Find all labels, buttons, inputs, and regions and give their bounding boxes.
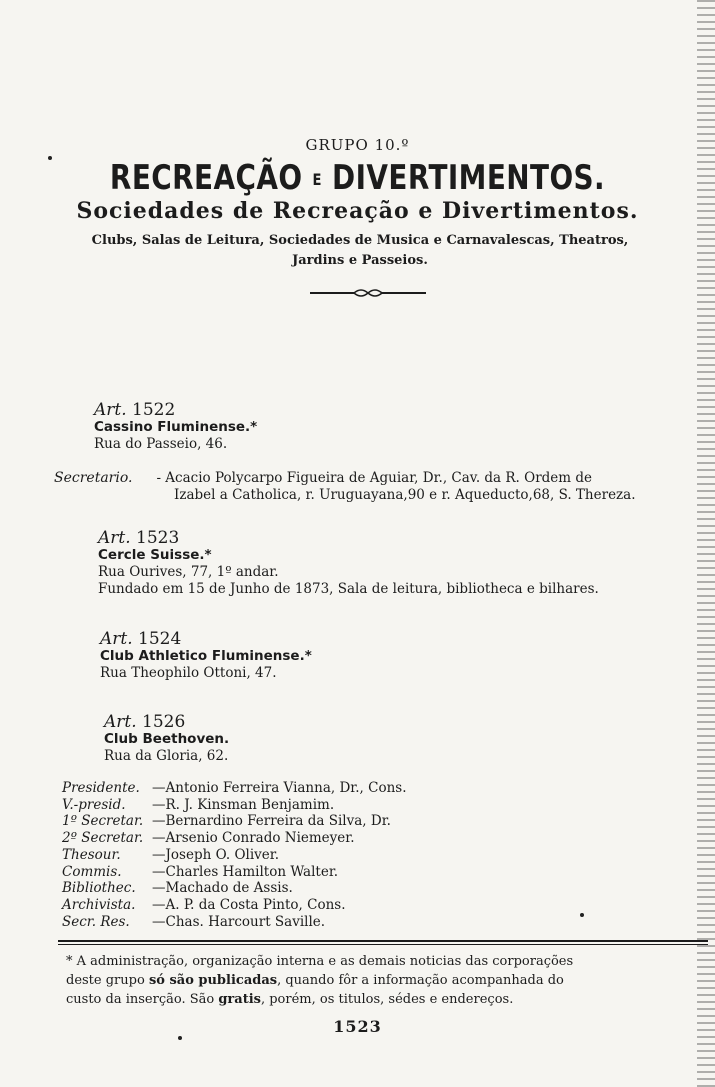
officer-role: Thesour. [62, 846, 121, 863]
officer-name: —Joseph O. Oliver. [152, 846, 280, 863]
club-address: Rua do Passeio, 46. [94, 436, 228, 452]
officer-name: —Arsenio Conrado Niemeyer. [152, 830, 355, 847]
ink-speck [48, 156, 52, 160]
footnote: * A administração, organização interna e as demais noticias das corporações deste grupo só são publicadas, quando fôr a informação acompanhada do custo da inserção. São gratis, porém, os titulos, sédes e endereços. [66, 954, 574, 1007]
club-address: Rua Ourives, 77, 1º andar. [98, 564, 279, 580]
entry-1526 [104, 714, 229, 765]
officer-name: —Machado de Assis. [152, 880, 293, 897]
officer-row [62, 797, 334, 814]
club-address: Rua Theophilo Ottoni, 47. [100, 665, 277, 681]
club-name: Club Athletico Fluminense.* [100, 648, 312, 664]
officer-row [62, 830, 355, 847]
entry-1524 [100, 631, 312, 682]
officer-row [62, 897, 346, 914]
officer-name: —A. P. da Costa Pinto, Cons. [152, 896, 346, 913]
entry-1522 [94, 402, 257, 453]
club-name: Cercle Suisse.* [98, 547, 212, 563]
officer-role: Commis. [62, 863, 122, 880]
footnote-rule-thin [58, 944, 708, 945]
ink-speck [580, 913, 584, 917]
article-number: Art. 1522 [94, 400, 176, 420]
club-notes: Fundado em 15 de Junho de 1873, Sala de leitura, bibliotheca e bilhares. [98, 581, 599, 597]
officer-row [62, 813, 391, 830]
secretario-block [54, 470, 704, 504]
secretario-label: Secretario. [54, 470, 133, 486]
entry-1523 [98, 530, 599, 598]
officer-role: Presidente. [62, 780, 140, 796]
officer-name: —Antonio Ferreira Vianna, Dr., Cons. [152, 780, 407, 796]
officer-row [62, 880, 293, 897]
club-address: Rua da Gloria, 62. [104, 748, 229, 764]
officer-name: —Bernardino Ferreira da Silva, Dr. [152, 813, 391, 830]
officer-row [62, 780, 407, 797]
officer-row [62, 914, 325, 931]
club-name: Club Beethoven. [104, 731, 230, 747]
footnote-rule [58, 940, 708, 942]
club-name: Cassino Fluminense.* [94, 419, 258, 435]
section-title: RECREAÇÃO E DIVERTIMENTOS. [109, 158, 606, 198]
officer-role: Bibliothec. [62, 880, 136, 897]
secretario-name: - Acacio Polycarpo Figueira de Aguiar, Dr., Cav. da R. Ordem de [156, 470, 592, 486]
article-number: Art. 1523 [98, 528, 180, 548]
page-number: 1523 [333, 1017, 382, 1036]
officer-role: Archivista. [62, 896, 136, 913]
officer-role: 2º Secretar. [62, 830, 144, 847]
officer-name: —R. J. Kinsman Benjamim. [152, 796, 335, 813]
ink-speck [178, 1036, 182, 1040]
article-number: Art. 1526 [104, 712, 186, 732]
officer-row [62, 847, 279, 864]
scan-edge [697, 0, 715, 1087]
section-description: Clubs, Salas de Leitura, Sociedades de Musica e Carnavalescas, Theatros, Jardins e Passeios. [91, 233, 629, 268]
article-number: Art. 1524 [100, 629, 182, 649]
officer-role: 1º Secretar. [62, 813, 144, 830]
officer-row [62, 864, 338, 881]
officer-name: —Charles Hamilton Walter. [152, 863, 339, 880]
secretario-address: Izabel a Catholica, r. Uruguayana,90 e r. Aqueducto,68, S. Thereza. [174, 487, 636, 503]
officer-role: Secr. Res. [62, 913, 130, 930]
officer-name: —Chas. Harcourt Saville. [152, 913, 326, 930]
officer-role: V.-presid. [62, 796, 126, 813]
group-heading: GRUPO 10.º [305, 136, 410, 154]
ornament-divider [308, 286, 428, 300]
section-subtitle: Sociedades de Recreação e Divertimentos. [76, 198, 639, 224]
